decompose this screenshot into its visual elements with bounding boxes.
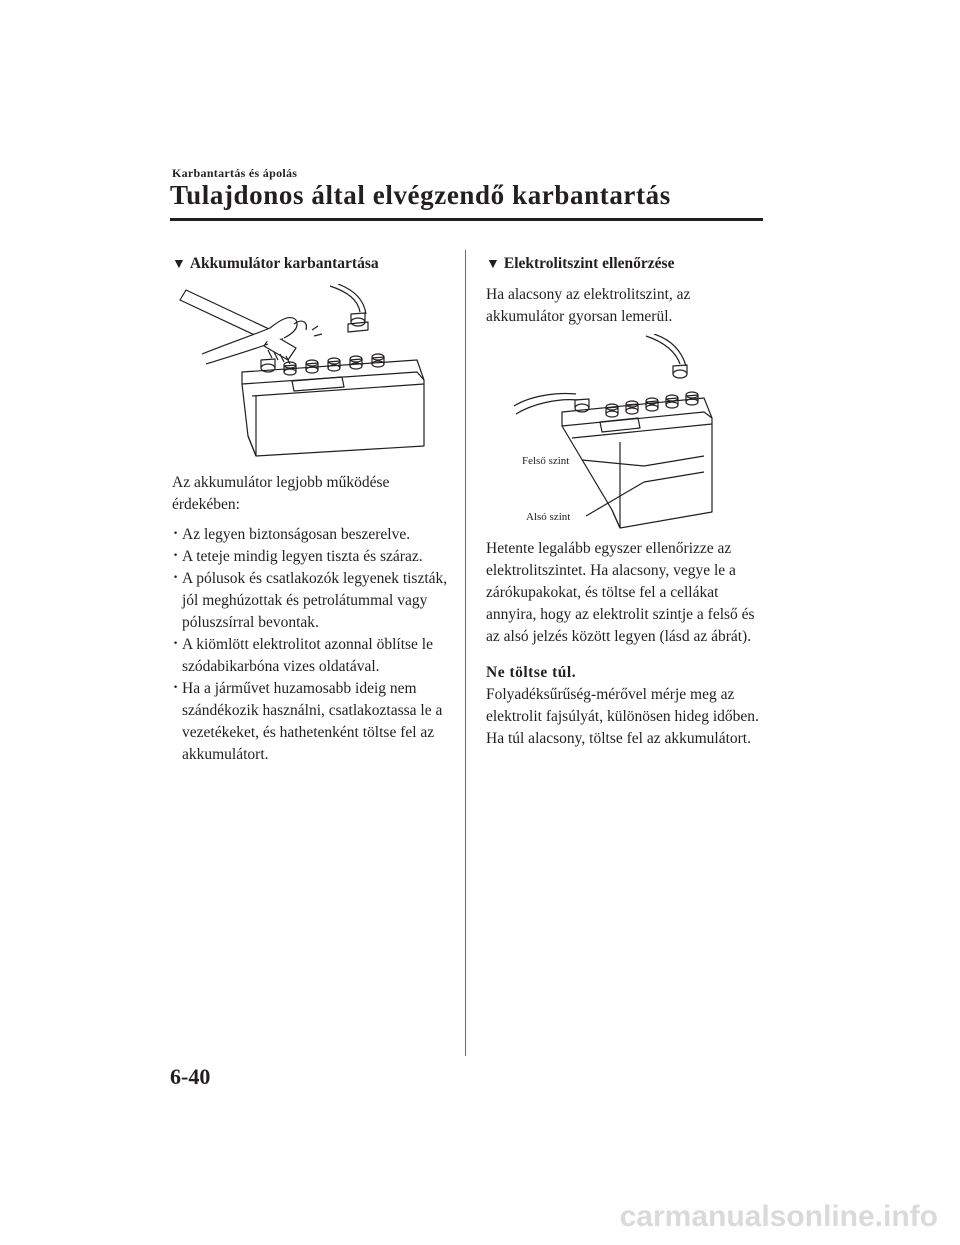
overfill-warning-heading: Ne töltse túl.	[486, 664, 577, 681]
battery-box	[242, 360, 424, 456]
list-item: · A teteje mindig legyen tiszta és száraz.	[172, 546, 452, 568]
upper-level-label: Felső szint	[522, 455, 570, 467]
battery-cleaning-illustration	[172, 284, 442, 464]
electrolyte-heading-text: Elektrolitszint ellenőrzése	[503, 255, 675, 272]
column-divider	[465, 250, 466, 1056]
electrolyte-body: Hetente legalább egyszer ellenőrizze az elektrolitszintet. Ha alacsony, vegye le a zárókupakokat, és töltse fel a cellákat annyira, hogy az elektrolit szintje a felső és az alsó jelzés között legyen (lásd az ábrát).	[486, 540, 755, 645]
overfill-warning-body: Folyadéksűrűség-mérővel mérje meg az elektrolit fajsúlyát, különösen hideg időben. Ha túl alacsony, töltse fel az akkumulátort.	[486, 686, 759, 747]
triangle-marker-icon: ▼	[172, 257, 186, 272]
electrolyte-level-illustration	[486, 334, 756, 530]
title-rule	[170, 218, 763, 221]
left-column	[172, 253, 452, 766]
section-label: Karbantartás és ápolás	[172, 166, 298, 180]
list-item: · A pólusok és csatlakozók legyenek tiszták, jól meghúzottak és petrolátummal vagy póluszsírral bevontak.	[172, 568, 452, 634]
battery-intro: Az akkumulátor legjobb működése érdekében:	[172, 474, 390, 513]
electrolyte-intro: Ha alacsony az elektrolitszint, az akkumulátor gyorsan lemerül.	[486, 286, 691, 325]
electrolyte-heading	[486, 253, 766, 276]
battery-box	[562, 398, 712, 528]
page-number: 6-40	[170, 1064, 211, 1089]
battery-care-list	[172, 524, 452, 766]
lower-level-label: Alsó szint	[526, 511, 571, 523]
list-item: · Az legyen biztonságosan beszerelve.	[172, 524, 452, 546]
triangle-marker-icon: ▼	[486, 257, 500, 272]
watermark: carmanualsonline.info	[619, 1200, 938, 1233]
list-item: · Ha a járművet huzamosabb ideig nem szándékozik használni, csatlakoztassa le a vezetékeket, és hathetenként töltse fel az akkumulátort.	[172, 678, 452, 766]
list-item: · A kiömlött elektrolitot azonnal öblítse le szódabikarbóna vizes oldatával.	[172, 634, 452, 678]
battery-maintenance-heading	[172, 253, 452, 276]
page-title: Tulajdonos által elvégzendő karbantartás	[170, 180, 671, 210]
battery-maintenance-heading-text: Akkumulátor karbantartása	[189, 255, 379, 272]
right-column	[486, 253, 766, 750]
